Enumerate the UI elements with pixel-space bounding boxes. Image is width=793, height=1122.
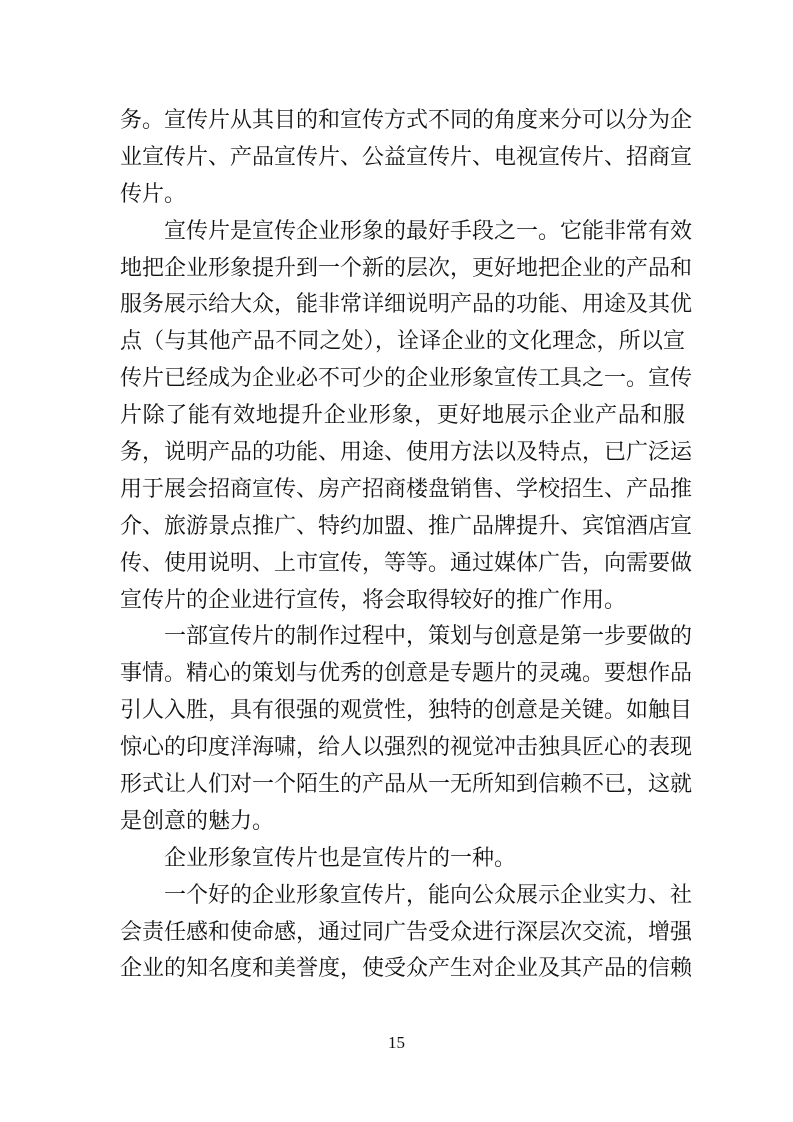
text-line: 是创意的魅力。 xyxy=(120,808,275,834)
text-line: 形式让人们对一个陌生的产品从一无所知到信赖不已，这就 xyxy=(120,772,693,798)
text-line: 用于展会招商宣传、房产招商楼盘销售、学校招生、产品推 xyxy=(120,476,693,502)
paragraph-first-line: 宣传片是宣传企业形象的最好手段之一。它能非常有效 xyxy=(164,218,693,244)
document-body xyxy=(120,103,693,988)
text-line: 服务展示给大众，能非常详细说明产品的功能、用途及其优 xyxy=(120,292,693,318)
text-line: 引人入胜，具有很强的观赏性，独特的创意是关键。如触目 xyxy=(120,698,693,724)
text-line: 片除了能有效地提升企业形象，更好地展示企业产品和服 xyxy=(120,403,685,429)
text-line: 介、旅游景点推广、特约加盟、推广品牌提升、宾馆酒店宣 xyxy=(120,513,693,539)
text-line: 惊心的印度洋海啸，给人以强烈的视觉冲击独具匠心的表现 xyxy=(120,735,693,761)
text-line: 传片已经成为企业必不可少的企业形象宣传工具之一。宣传 xyxy=(120,366,693,392)
paragraph-first-line: 一部宣传片的制作过程中，策划与创意是第一步要做的 xyxy=(164,624,693,650)
text-line: 会责任感和使命感，通过同广告受众进行深层次交流，增强 xyxy=(120,919,693,945)
text-line: 传、使用说明、上市宣传，等等。通过媒体广告，向需要做 xyxy=(120,550,693,576)
page-number: 15 xyxy=(388,1033,405,1052)
paragraph-first-line: 一个好的企业形象宣传片，能向公众展示企业实力、社 xyxy=(164,882,693,908)
text-line: 地把企业形象提升到一个新的层次，更好地把企业的产品和 xyxy=(120,255,693,281)
text-line: 务，说明产品的功能、用途、使用方法以及特点，已广泛运 xyxy=(120,440,693,466)
text-line: 点（与其他产品不同之处），诠译企业的文化理念，所以宣 xyxy=(120,329,685,355)
text-line: 宣传片的企业进行宣传，将会取得较好的推广作用。 xyxy=(120,587,627,613)
text-line: 业宣传片、产品宣传片、公益宣传片、电视宣传片、招商宣 xyxy=(120,144,693,170)
paragraph-first-line: 企业形象宣传片也是宣传片的一种。 xyxy=(164,845,517,871)
text-line: 务。宣传片从其目的和宣传方式不同的角度来分可以分为企 xyxy=(120,108,693,133)
text-line: 事情。精心的策划与优秀的创意是专题片的灵魂。要想作品 xyxy=(120,661,693,687)
text-line: 企业的知名度和美誉度，使受众产生对企业及其产品的信赖 xyxy=(120,956,693,982)
text-line: 传片。 xyxy=(120,181,187,207)
